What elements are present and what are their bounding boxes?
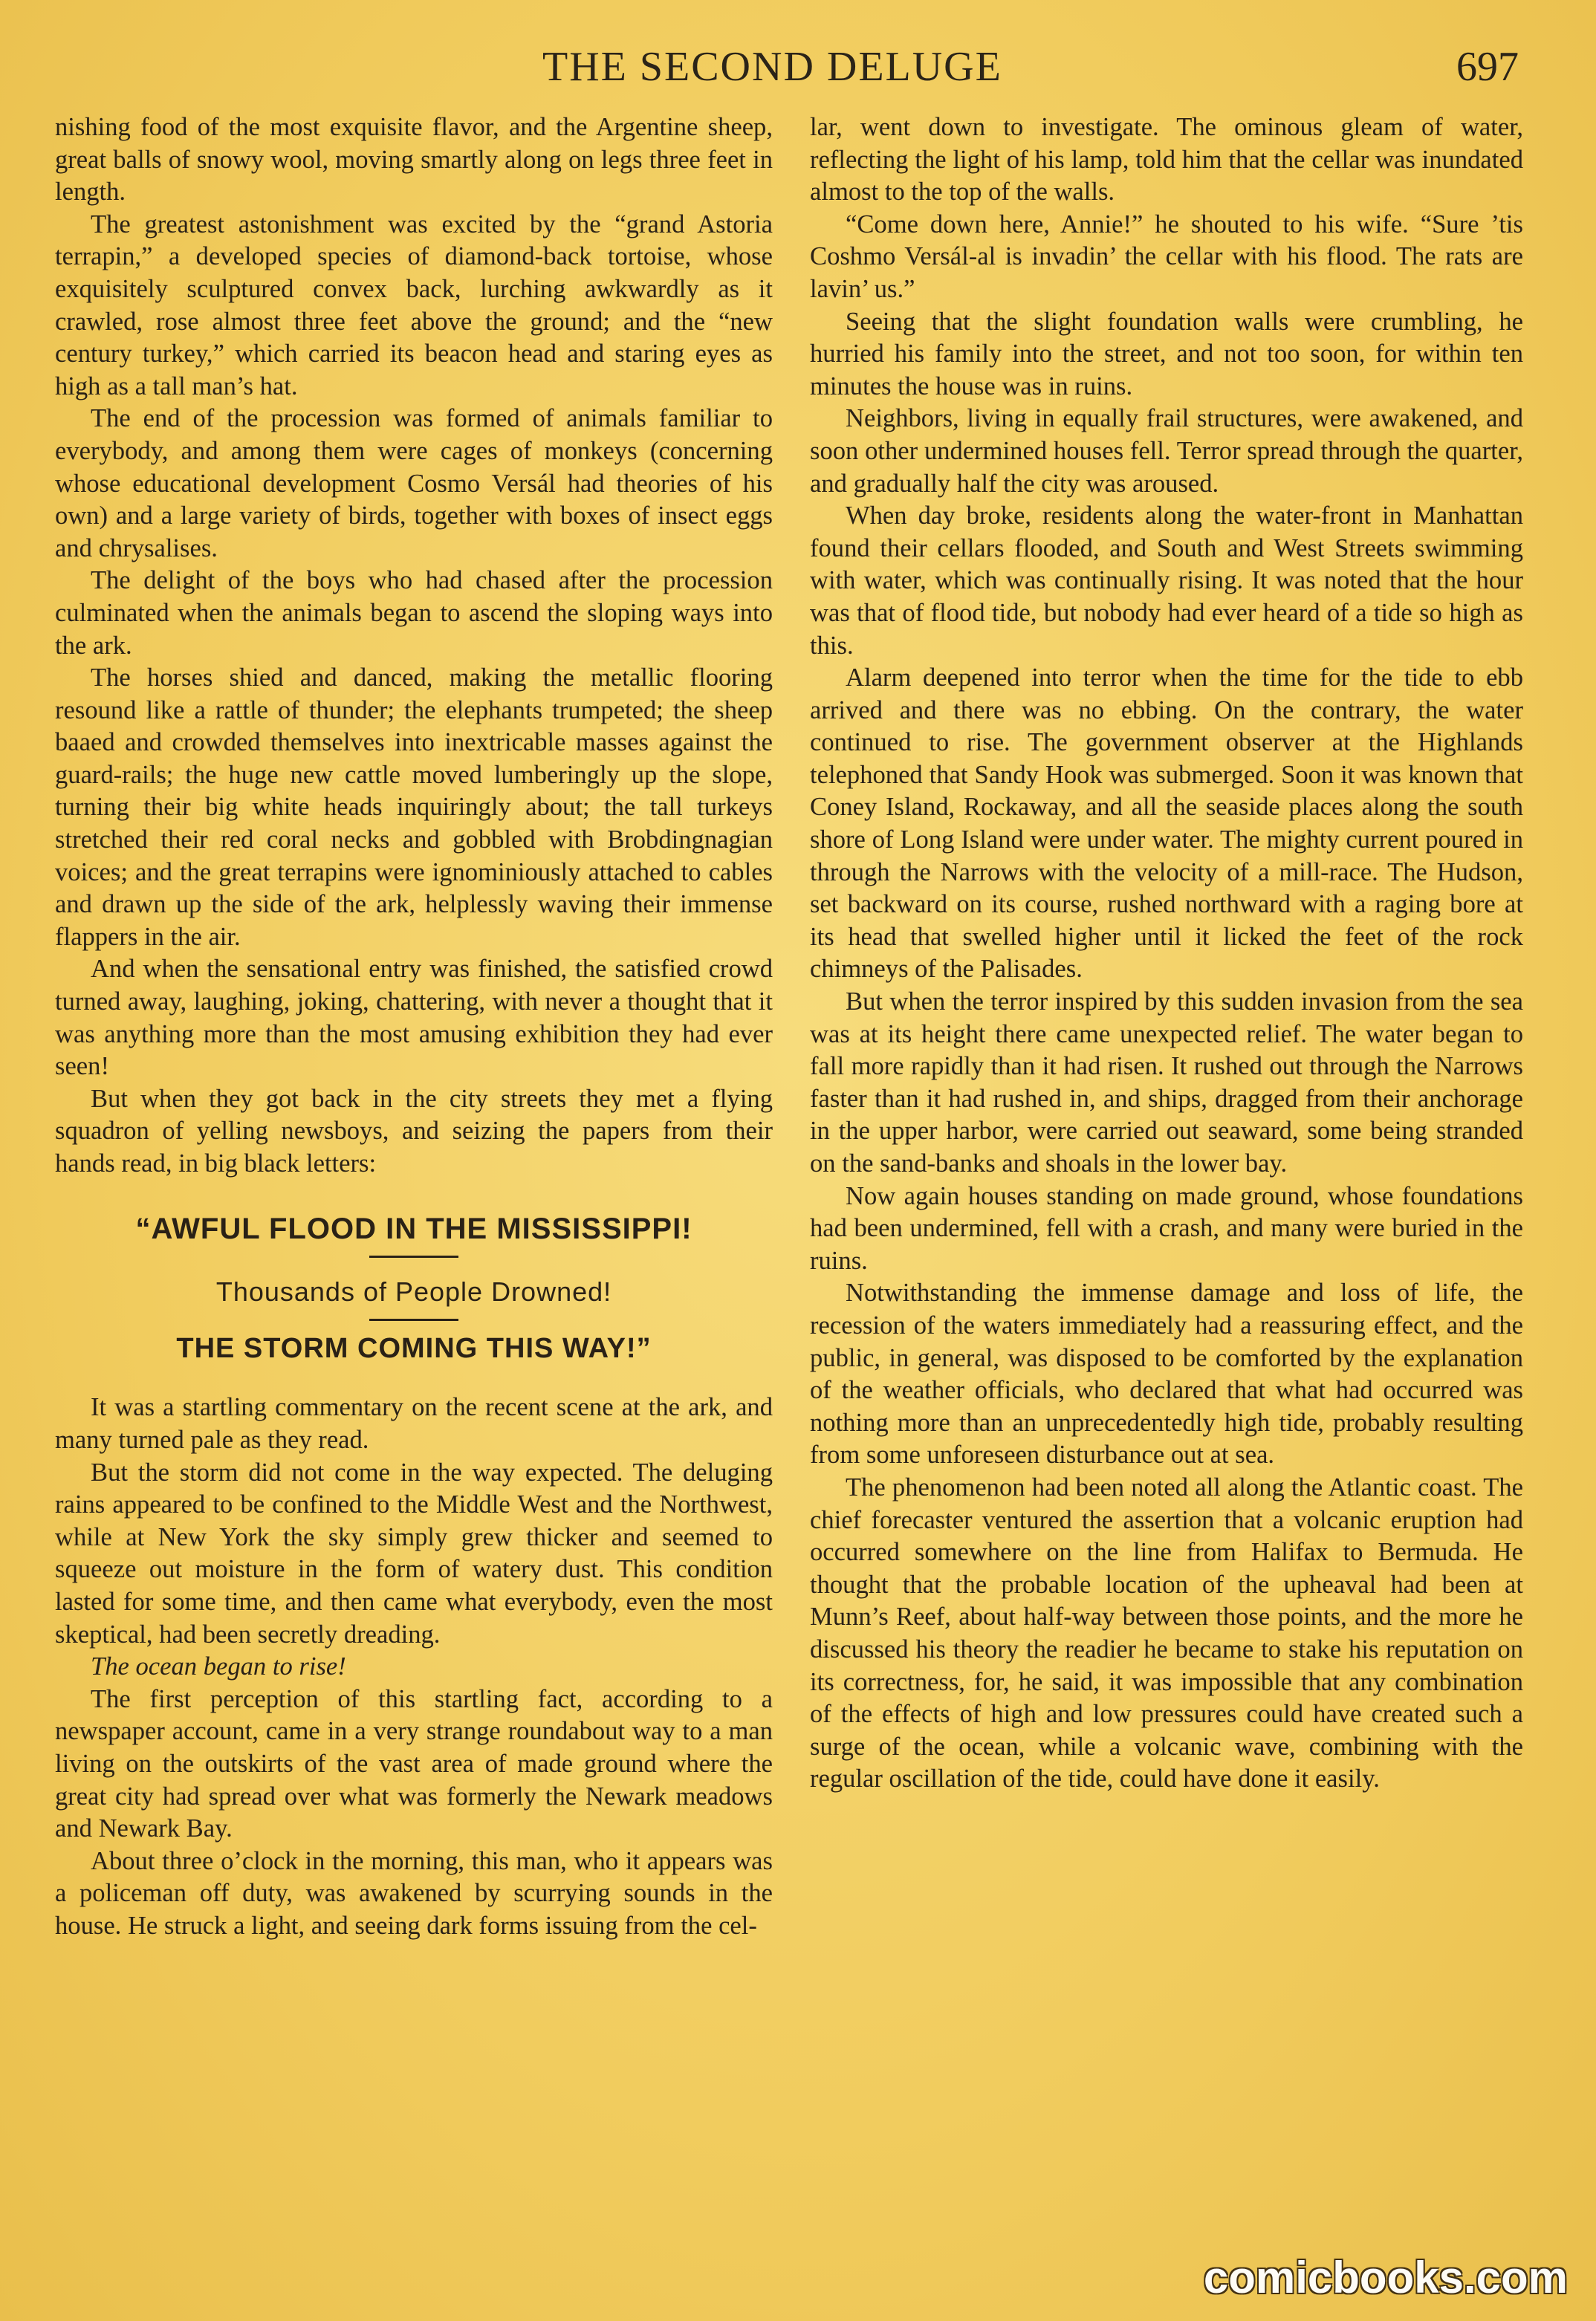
newspaper-headline: “AWFUL FLOOD IN THE MISSISSIPPI! <box>135 1212 692 1245</box>
newspaper-subheadline: Thousands of People Drowned! <box>215 1276 612 1308</box>
headline-divider <box>369 1256 458 1258</box>
newspaper-headline: THE STORM COMING THIS WAY!” <box>176 1332 652 1364</box>
page-number: 697 <box>1456 44 1519 90</box>
paragraph: It was a startling commentary on the recent scene at the ark, and many turned pale as they read. <box>55 1393 773 1454</box>
paragraph: The end of the procession was formed of animals familiar to everybody, and among them were cages of monkeys (concerning whose educational development Cosmo Versál had theories of his own) and a large variety of birds, together with boxes of insect eggs and chrysalises. <box>55 404 773 562</box>
paragraph: lar, went down to investigate. The ominous gleam of water, reflecting the light of his lamp, told him that the cellar was inundated almost to the top of the walls. <box>810 113 1523 207</box>
paragraph: But when the terror inspired by this sudden invasion from the sea was at its height there came unexpected relief. The water began to fall more rapidly than it had risen. It rushed out through the Narrows faster than it had rushed in, and ships, dragged from their anchorage in the upper harbor, were carried out seaward, some being stranded on the sand-banks and shoals in the lower bay. <box>810 987 1523 1178</box>
running-title: THE SECOND DELUGE <box>542 44 1002 90</box>
paragraph: The phenomenon had been noted all along the Atlantic coast. The chief forecaster ventured the assertion that a volcanic eruption had occurred somewhere on the line from Halifax to Bermuda. He thought that the probable location of the upheaval had been at Munn’s Reef, about half-way between those points, and the more he discussed his theory the readier he became to stake his reputation on its correctness, for, he said, it was impossible that any combination of the effects of high and low pressures could have created such a surge of the ocean, while a volcanic wave, combining with the regular oscillation of the tide, could have done it easily. <box>810 1473 1523 1794</box>
paragraph: But when they got back in the city streets they met a flying squadron of yelling newsboys, and seizing the papers from their hands read, in big black letters: <box>55 1084 773 1178</box>
paragraph: The greatest astonishment was excited by the “grand Astoria terrapin,” a developed species of diamond-back tortoise, whose exquisitely sculptured convex back, lurching awkwardly as it crawled, rose almost three feet above the ground; and the “new century turkey,” which carried its beacon head and staring eyes as high as a tall man’s hat. <box>55 210 773 400</box>
paragraph: Neighbors, living in equally frail structures, were awakened, and soon other undermined houses fell. Terror spread through the quarter, and gradually half the city was aroused. <box>810 404 1523 498</box>
paragraph: The first perception of this startling fact, according to a newspaper account, came in a very strange roundabout way to a man living on the outskirts of the vast area of made ground where the great city had spread over what was formerly the Newark meadows and Newark Bay. <box>55 1684 773 1843</box>
italic-paragraph: The ocean began to rise! <box>91 1652 346 1681</box>
paragraph: Seeing that the slight foundation walls were crumbling, he hurried his family into the street, and not too soon, for within ten minutes the house was in ruins. <box>810 307 1523 400</box>
paragraph: “Come down here, Annie!” he shouted to his wife. “Sure ’tis Coshmo Versál-al is invadin’ the cellar with his flood. The rats are lavin’ us.” <box>810 210 1523 303</box>
paragraph: But the storm did not come in the way expected. The deluging rains appeared to be confined to the Middle West and the Northwest, while at New York the sky simply grew thicker and seemed to squeeze out moisture in the form of watery dust. This condition lasted for some time, and then came what everybody, even the most skeptical, had been secretly dreading. <box>55 1458 773 1649</box>
paragraph: When day broke, residents along the water-front in Manhattan found their cellars flooded, and South and West Streets swimming with water, which was continually rising. It was noted that the hour was that of flood tide, but nobody had ever heard of a tide so high as this. <box>810 501 1523 660</box>
paragraph: Now again houses standing on made ground, whose foundations had been undermined, fell with a crash, and many were buried in the ruins. <box>810 1181 1523 1275</box>
paragraph: About three o’clock in the morning, this man, who it appears was a policeman off duty, was awakened by scurrying sounds in the house. He struck a light, and seeing dark forms issuing from the cel- <box>55 1846 773 1940</box>
paragraph: Alarm deepened into terror when the time for the tide to ebb arrived and there was no ebbing. On the contrary, the water continued to rise. The government observer at the Highlands telephoned that Sandy Hook was submerged. Soon it was known that Coney Island, Rockaway, and all the seaside places along the south shore of Long Island were under water. The mighty current poured in through the Narrows with the velocity of a mill-race. The Hudson, set backward on its course, rushed northward with a raging bore at its head that swelled higher until it licked the feet of the rock chimneys of the Palisades. <box>810 663 1523 984</box>
paragraph: And when the sensational entry was finished, the satisfied crowd turned away, laughing, joking, chattering, with never a thought that it was anything more than the most amusing exhibition they had ever seen! <box>55 955 773 1081</box>
right-column <box>810 111 1523 1796</box>
site-watermark: comicbooks.com <box>1203 2253 1568 2302</box>
paragraph: The horses shied and danced, making the metallic flooring resound like a rattle of thunder; the elephants trumpeted; the sheep baaed and crowded themselves into inextricable masses against the guard-rails; the huge new cattle moved lumberingly up the slope, turning their big white heads inquiringly about; the tall turkeys stretched their red coral necks and gobbled with Brobdingnagian voices; and the great terrapins were ignominiously attached to cables and drawn up the side of the ark, helplessly waving their immense flappers in the air. <box>55 663 773 951</box>
left-column <box>55 111 773 1942</box>
paragraph: The delight of the boys who had chased after the procession culminated when the animals began to ascend the sloping ways into the ark. <box>55 566 773 660</box>
paragraph: nishing food of the most exquisite flavor, and the Argentine sheep, great balls of snowy wool, moving smartly along on legs three feet in length. <box>55 113 773 207</box>
page-header <box>0 43 1596 103</box>
paragraph: Notwithstanding the immense damage and loss of life, the recession of the waters immediately had a reassuring effect, and the public, in general, was disposed to be comforted by the explanation of the weather officials, who declared that what had occurred was nothing more than an unprecedentedly high tide, probably resulting from some unforeseen disturbance out at sea. <box>810 1279 1523 1470</box>
headline-divider <box>369 1319 458 1321</box>
